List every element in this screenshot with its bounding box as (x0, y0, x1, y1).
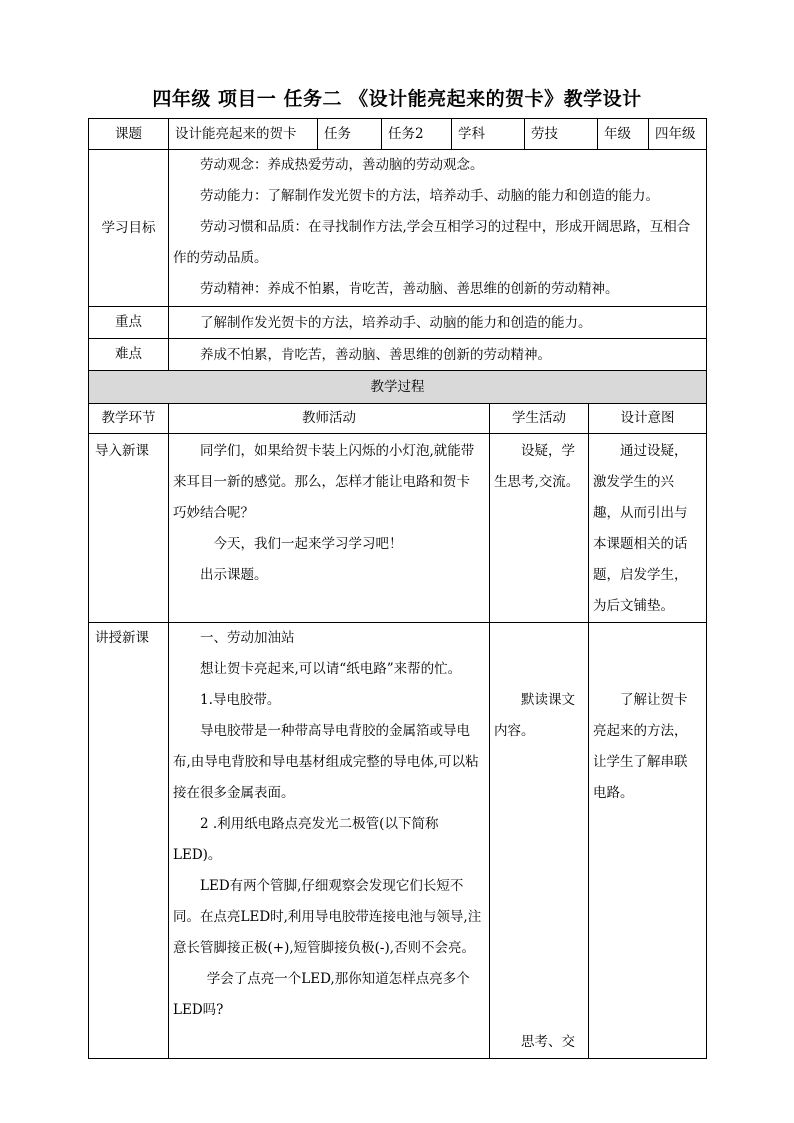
teacher-cell (168, 433, 490, 623)
key-point-cell (168, 306, 707, 339)
col-header-intent: 设计意图 (588, 403, 707, 434)
teacher-paragraph: 出示课题。 (200, 567, 268, 583)
intent-cell (588, 433, 707, 623)
grade-value: 四年级 (648, 118, 707, 150)
teacher-paragraph: 1.导电胶带。 (200, 692, 281, 708)
teacher-paragraph: 同学们，如果给贺卡装上闪烁的小灯泡,就能带来耳目一新的感觉。那么，怎样才能让电路和贺卡巧妙结合呢？ (173, 443, 475, 521)
objective-item: 劳动能力：了解制作发光贺卡的方法，培养动手、动脑的能力和创造的能力。 (200, 188, 659, 204)
key-point-label: 重点 (88, 306, 169, 339)
teacher-paragraph: 学会了点亮一个LED,那你知道怎样点亮多个LED吗? (173, 971, 470, 1018)
task-label: 任务 (317, 118, 382, 150)
page-title: 四年级 项目一 任务二 《设计能亮起来的贺卡》教学设计 (152, 88, 642, 110)
subject-label: 学科 (451, 118, 525, 150)
process-header: 教学过程 (88, 370, 707, 404)
intent-cell (588, 622, 707, 1059)
student-text-continued: 思考、交 (521, 1034, 575, 1050)
col-header-stage: 教学环节 (88, 403, 169, 434)
difficulty-label: 难点 (88, 338, 169, 371)
intent-text: 通过设疑，激发学生的兴趣，从而引出与本课题相关的话题，启发学生，为后文铺垫。 (593, 443, 688, 614)
objective-item: 劳动精神：养成不怕累，肯吃苦，善动脑、善思维的创新的劳动精神。 (200, 281, 619, 297)
student-text: 默读课文内容。 (494, 692, 575, 739)
teacher-paragraph: 导电胶带是一种带高导电背胶的金属箔或导电布,由导电背胶和导电基材组成完整的导电体,可以粘接在很多金属表面。 (173, 723, 479, 801)
col-header-teacher: 教师活动 (168, 403, 490, 434)
objectives-content (168, 149, 707, 307)
keti-value: 设计能亮起来的贺卡 (168, 118, 318, 150)
stage-cell (88, 433, 169, 623)
grade-label: 年级 (597, 118, 649, 150)
difficulty-cell (168, 338, 707, 371)
subject-value: 劳技 (524, 118, 598, 150)
difficulty-text: 养成不怕累，肯吃苦，善动脑、善思维的创新的劳动精神。 (200, 347, 551, 363)
teacher-cell (168, 622, 490, 1059)
col-header-student: 学生活动 (489, 403, 589, 434)
objectives-label: 学习目标 (88, 149, 169, 307)
intent-text: 了解让贺卡亮起来的方法，让学生了解串联电路。 (593, 692, 688, 801)
key-point-text: 了解制作发光贺卡的方法，培养动手、动脑的能力和创造的能力。 (200, 315, 592, 331)
student-cell (489, 622, 589, 1059)
student-cell (489, 433, 589, 623)
keti-label: 课题 (88, 118, 169, 150)
student-text: 设疑，学生思考,交流。 (494, 443, 580, 490)
teacher-paragraph: 2 .利用纸电路点亮发光二极管(以下简称LED)。 (173, 816, 439, 863)
stage-label: 讲授新课 (95, 630, 149, 646)
teacher-paragraph: 想让贺卡亮起来,可以请“纸电路”来帮的忙。 (200, 661, 462, 677)
objective-item: 劳动习惯和品质：在寻找制作方法,学会互相学习的过程中，形成开阔思路，互相合作的劳动品质。 (173, 219, 691, 266)
teacher-paragraph: 今天，我们一起来学习学习吧！ (213, 536, 403, 552)
teacher-paragraph: 一、劳动加油站 (200, 630, 295, 646)
task-value: 任务2 (381, 118, 452, 150)
stage-label: 导入新课 (95, 443, 149, 459)
stage-cell (88, 622, 169, 1059)
teacher-paragraph: LED有两个管脚,仔细观察会发现它们长短不同。在点亮LED时,利用导电胶带连接电池与领导,注意长管脚接正极(+),短管脚接负极(-),否则不会亮。 (173, 878, 482, 956)
objective-item: 劳动观念：养成热爱劳动，善动脑的劳动观念。 (200, 157, 484, 173)
